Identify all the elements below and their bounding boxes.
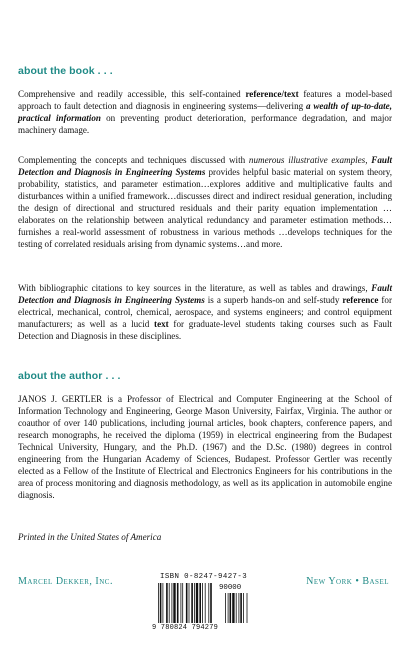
text-run: features a model-based approach to fault detection and diagnosis in engineering systems—delivering [18, 89, 392, 111]
price-code: 90000 [219, 584, 242, 592]
about-book-paragraph-1 [18, 88, 392, 136]
text-run: With bibliographic citations to key sources in the literature, as well as tables and drawings, [18, 283, 372, 293]
about-author-paragraph: JANOS J. GERTLER is a Professor of Electrical and Computer Engineering at the School of Information Technology and Engineering, George Mason University, Fairfax, Virginia. The author or coauthor of over 140 publications, including journal articles, book chapters, conference papers, and research monographs, he received the diploma (1959) in electrical engineering from the Budapest Technical University, Hungary, and the Ph.D. (1967) and the D.Sc. (1980) degrees in control engineering from the Hungarian Academy of Sciences, Budapest. Professor Gertler was recently elected as a Fellow of the Institute of Electrical and Electronics Engineers for his contributions in the area of process monitoring and diagnosis methodology, as well as its application in automobile engine diagnosis. [18, 394, 392, 500]
about-book-paragraph-2 [18, 154, 392, 250]
addon-barcode-bar [240, 593, 242, 623]
barcode-bar [196, 583, 198, 623]
text-run: for electrical, mechanical, control, chemical, aerospace, and systems engineers; and control equipment manufacturers; as well as a lucid [18, 295, 393, 329]
barcode-bar [158, 583, 159, 623]
barcode-bar [182, 583, 183, 623]
text-run: on preventing product deterioration, performance degradation, and major machinery damage. [18, 113, 392, 135]
about-author-heading: about the author . . . [18, 370, 121, 382]
addon-barcode-bar [230, 593, 232, 623]
addon-barcode-bar [232, 593, 234, 623]
addon-barcode-bar [247, 593, 248, 623]
barcode-digits: 9 780824 794279 [152, 624, 219, 632]
barcode-image [157, 583, 257, 626]
addon-barcode-bar [225, 593, 226, 623]
barcode-bar [160, 583, 162, 623]
text-run-bold-italic: Fault Detection and Diagnosis in Engineering Systems [18, 283, 392, 305]
publisher-name: Marcel Dekker, Inc. [18, 576, 113, 587]
text-run-bold: reference/text [245, 89, 299, 99]
barcode-bar [189, 583, 190, 623]
about-book-heading: about the book . . . [18, 65, 113, 77]
text-run: Comprehensive and readily accessible, this self-contained [18, 89, 246, 99]
barcode-bar [194, 583, 195, 623]
text-run: provides helpful basic material on system theory, probability, statistics, and parameter estimation…explores additive and multiplicative faults and disturbances within a unified framework…discusses direct and indirect residual generation, including the design of directional and structured residuals and their parity equation implementation …elaborates on the relationship between analytical redundancy and parameter estimation methods…furnishes a real-world assessment of robustness in various methods …develops techniques for the testing of correlated residuals arising from dynamic systems…and more. [18, 167, 392, 249]
publisher-cities: New York • Basel [306, 576, 389, 587]
barcode-bar [163, 583, 164, 623]
text-run: for graduate-level students taking courses such as Fault Detection and Diagnosis in these disciplines. [18, 319, 393, 341]
printed-in-note: Printed in the United States of America [18, 532, 162, 542]
barcode-bar [169, 583, 170, 623]
addon-barcode-bar [228, 593, 229, 623]
text-run: is a superb hands-on and self-study [204, 295, 343, 305]
barcode-bar [172, 583, 173, 623]
addon-barcode-bar [243, 593, 244, 623]
barcode-bar [177, 583, 179, 623]
addon-barcode-bar [236, 593, 237, 623]
barcode-bar [202, 583, 203, 623]
barcode-bar [210, 583, 212, 623]
text-run-bold: reference [342, 295, 379, 305]
barcode-bar [173, 583, 175, 623]
barcode-bar [199, 583, 201, 623]
about-book-paragraph-3 [18, 282, 392, 342]
barcode-bar [186, 583, 188, 623]
barcode-bar [205, 583, 206, 623]
text-run-bold-italic: a wealth of up-to-date, practical information [18, 101, 392, 123]
barcode-bar [208, 583, 209, 623]
isbn-number: ISBN 0-8247-9427-3 [160, 573, 248, 581]
barcode-bar [191, 583, 193, 623]
addon-barcode-bar [239, 593, 240, 623]
barcode-bar [181, 583, 182, 623]
text-run: Complementing the concepts and techniques discussed with [18, 155, 249, 165]
text-run: , [365, 155, 372, 165]
text-run-bold-italic: Fault Detection and Diagnosis in Engineering Systems [18, 155, 393, 177]
barcode-bar [166, 583, 168, 623]
text-run-bold: text [154, 319, 169, 329]
text-run-italic: numerous illustrative examples [248, 155, 366, 165]
